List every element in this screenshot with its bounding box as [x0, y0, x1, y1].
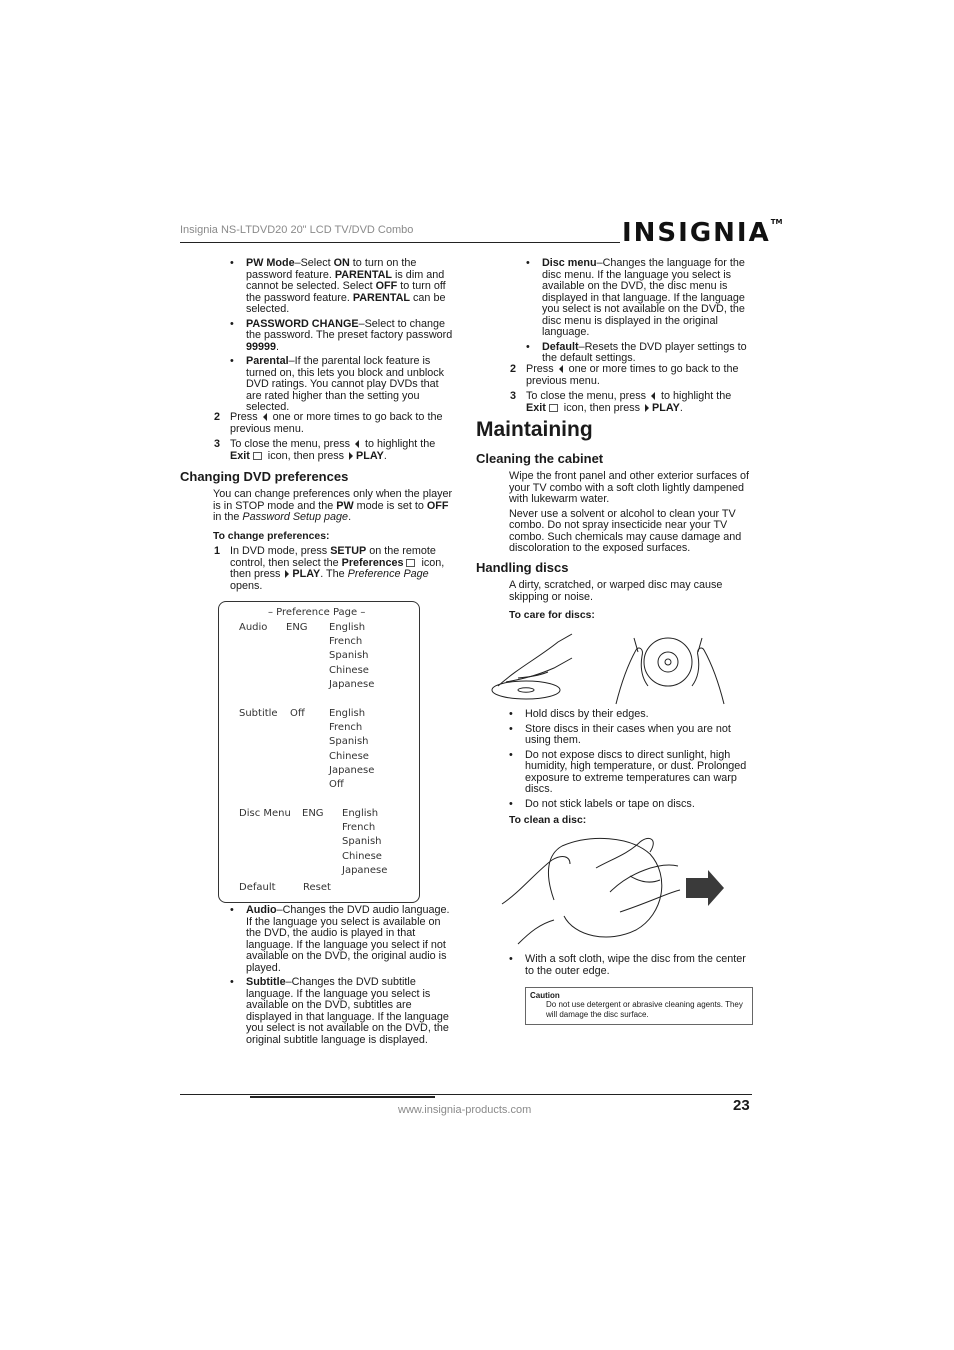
right-steps	[510, 364, 750, 418]
menu-audio-option: Chinese	[329, 665, 369, 676]
insignia-logo: INSIGNIA™	[622, 218, 783, 248]
menu-disc-option: Spanish	[342, 836, 382, 847]
direction-arrow-icon	[686, 870, 724, 906]
footer-rule-accent	[250, 1096, 435, 1098]
menu-disc-option: French	[342, 822, 376, 833]
right-options-list	[526, 258, 750, 368]
menu-subtitle-value: Off	[290, 708, 305, 719]
menu-audio-label: Audio	[239, 622, 268, 633]
cleaning-paragraph-2: Never use a solvent or alcohol to clean your TV combo. Do not spray insecticide near your TV combo. Such chemicals may cause damage and discoloration to the exposed surfaces.	[509, 507, 742, 554]
footer-url: www.insignia-products.com	[398, 1104, 532, 1116]
to-change-preferences-label: To change preferences:	[213, 531, 330, 542]
play-arrow-icon	[349, 452, 353, 460]
left-step-3: 3 To close the menu, press to highlight the Exit icon, then press PLAY.	[214, 438, 436, 462]
caution-text: Do not use detergent or abrasive cleaning agents. They will damage the disc surface.	[546, 1000, 743, 1019]
handling-paragraph: A dirty, scratched, or warped disc may cause skipping or noise.	[509, 579, 723, 603]
right-step-3: 3 To close the menu, press to highlight the Exit icon, then press PLAY.	[510, 390, 732, 414]
menu-subtitle-option: Spanish	[329, 736, 369, 747]
menu-disc-option: Japanese	[342, 865, 388, 876]
left-step-1: 1 In DVD mode, press SETUP on the remote control, then select the Preferences icon, then press PLAY. The Preference Page opens.	[214, 545, 445, 592]
menu-subtitle-option: French	[329, 722, 363, 733]
care-bullets	[509, 709, 751, 813]
left-arrow-icon	[651, 392, 655, 400]
left-arrow-icon	[355, 440, 359, 448]
menu-audio-value: ENG	[286, 622, 308, 633]
to-clean-label: To clean a disc:	[509, 815, 587, 826]
preference-page-menu	[218, 601, 420, 903]
menu-subtitle-option: Japanese	[329, 765, 375, 776]
subtitle-bullet: • Subtitle–Changes the DVD subtitle language. If the language you select is available on the DVD, subtitles are displayed in that language. If the language you select is not available on the DVD, the original subtitle language is displayed.	[230, 977, 456, 1046]
left-arrow-icon	[559, 365, 563, 373]
menu-title: – Preference Page –	[268, 607, 366, 618]
parental-bullet: • Parental–If the parental lock feature is turned on, this lets you block and unblock DVD ratings. You cannot play DVDs that are rated higher than the setting you selected.	[230, 356, 454, 414]
to-care-label: To care for discs:	[509, 610, 595, 621]
play-arrow-icon	[645, 404, 649, 412]
cleaning-text	[509, 471, 751, 555]
disc-cleaning-illustration	[500, 832, 726, 948]
menu-default-value: Reset	[303, 882, 331, 893]
cleaning-cabinet-heading: Cleaning the cabinet	[476, 451, 604, 466]
menu-audio-option: French	[329, 636, 363, 647]
care-bullet: • Hold discs by their edges.	[509, 709, 751, 721]
password-options-list	[230, 258, 454, 417]
menu-disc-value: ENG	[302, 808, 324, 819]
exit-icon	[549, 404, 558, 412]
changing-intro: You can change preferences only when the player is in STOP mode and the PW mode is set to OFF in the Password Setup page.	[213, 488, 453, 523]
language-options-list	[230, 905, 456, 1049]
caution-box	[525, 987, 753, 1025]
audio-bullet: • Audio–Changes the DVD audio language. If the language you select is available on the DVD, the audio is played in that language. If the language you select if not available on the DVD, the original audio is played.	[230, 905, 456, 974]
cleaning-paragraph-1: Wipe the front panel and other exterior surfaces of your TV combo with a soft cloth lightly dampened with lukewarm water.	[509, 470, 750, 505]
clean-bullet: • With a soft cloth, wipe the disc from the center to the outer edge.	[509, 954, 751, 977]
menu-audio-option: English	[329, 622, 366, 633]
preferences-icon	[406, 559, 415, 567]
care-bullet: • Store discs in their cases when you are not using them.	[509, 724, 751, 747]
exit-icon	[253, 452, 262, 460]
disc-handling-illustration	[488, 628, 738, 708]
play-arrow-icon	[285, 570, 289, 578]
page-number: 23	[733, 1097, 750, 1114]
disc-menu-bullet: • Disc menu–Changes the language for the disc menu. If the language you select is available on the DVD, the disc menu is displayed in that language. If the language you select is not available on the DVD, the disc menu is displayed in the original language.	[526, 258, 750, 339]
caution-title: Caution	[530, 991, 560, 1000]
menu-subtitle-option: Off	[329, 779, 344, 790]
left-step-1-block	[214, 546, 454, 596]
menu-subtitle-label: Subtitle	[239, 708, 278, 719]
left-steps-a	[214, 412, 454, 466]
menu-audio-option: Spanish	[329, 650, 369, 661]
default-bullet: • Default–Resets the DVD player settings to the default settings.	[526, 342, 750, 365]
menu-disc-option: English	[342, 808, 379, 819]
header-rule	[180, 242, 620, 243]
menu-audio-option: Japanese	[329, 679, 375, 690]
footer-rule	[180, 1094, 752, 1095]
menu-default-label: Default	[239, 882, 276, 893]
menu-disc-option: Chinese	[342, 851, 382, 862]
left-arrow-icon	[263, 413, 267, 421]
care-bullet: • Do not expose discs to direct sunlight, high humidity, high temperature, or dust. Prolonged exposure to extreme temperatures can warp discs.	[509, 750, 751, 796]
changing-preferences-heading: Changing DVD preferences	[180, 469, 349, 484]
handling-discs-heading: Handling discs	[476, 560, 569, 575]
pw-mode-bullet: • PW Mode–Select ON to turn on the password feature. PARENTAL is dim and cannot be selected. Select OFF to turn off the password feature. PARENTAL can be selected.	[230, 258, 454, 316]
maintaining-heading: Maintaining	[476, 418, 593, 441]
menu-subtitle-option: Chinese	[329, 751, 369, 762]
left-step-2: 2 Press one or more times to go back to the previous menu.	[214, 411, 443, 435]
right-step-2: 2 Press one or more times to go back to the previous menu.	[510, 363, 739, 387]
menu-disc-label: Disc Menu	[239, 808, 291, 819]
menu-subtitle-option: English	[329, 708, 366, 719]
care-bullet: • Do not stick labels or tape on discs.	[509, 799, 751, 811]
document-header-title: Insignia NS-LTDVD20 20" LCD TV/DVD Combo	[180, 224, 414, 236]
clean-bullets	[509, 954, 751, 980]
password-change-bullet: • PASSWORD CHANGE–Select to change the password. The preset factory password 99999.	[230, 319, 454, 354]
